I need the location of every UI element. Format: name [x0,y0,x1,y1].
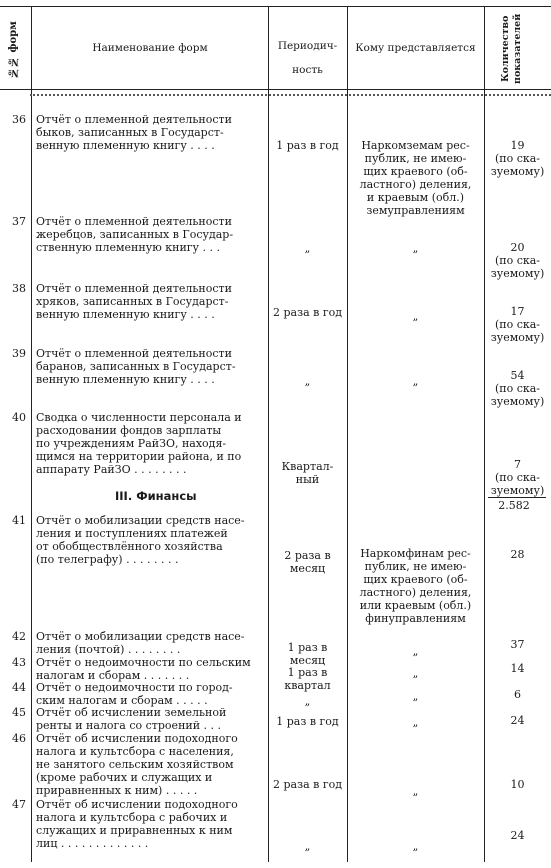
form-indicator-count: 6 [514,688,521,701]
form-indicator-count: 17 (по ска- зуемому) [490,305,545,344]
form-periodicity: „ [304,840,311,853]
continuation-dots [30,94,551,96]
header-bottom-rule [0,89,551,90]
form-indicator-count: 10 [510,778,525,791]
form-recipient: „ [412,310,419,323]
form-name: Отчёт об исчислении подоходного налога и культсбора с населения, не занятого сельским хозяйством (кроме рабочих и служащих и приравненных к ним) . . . . . [36,732,238,797]
column-rule [484,6,485,862]
form-name: Отчёт о племенной деятельности баранов, записанных в Государст- венную племенную книгу . . . . [36,347,236,386]
subtotal-rule [488,497,546,498]
form-number: 43 [12,656,26,669]
table-top-rule [0,6,551,7]
form-recipient: „ [412,716,419,729]
form-recipient: „ [412,840,419,853]
form-number: 39 [12,347,26,360]
form-recipient: „ [412,690,419,703]
form-name: Отчёт о недоимочности по город- ским налогам и сборам . . . . . [36,681,233,707]
header-periodicity: Периодич- ность [277,40,338,76]
form-periodicity: Квартал- ный [281,460,334,486]
form-periodicity: 1 раз в квартал [284,666,331,692]
form-indicator-count: 20 (по ска- зуемому) [490,241,545,280]
form-recipient: „ [412,242,419,255]
column-rule [31,6,32,862]
form-indicator-count: 7 (по ска- зуемому) [490,458,545,497]
form-number: 36 [12,113,26,126]
form-name: Отчёт о племенной деятельности хряков, записанных в Государст- венную племенную книгу . . . . [36,282,232,321]
form-recipient: Наркомземам рес- публик, не имею- щих краевого (об- ластного) деления, и краевым (обл.) земуправлениям [359,139,472,217]
form-number: 46 [12,732,26,745]
form-number: 38 [12,282,26,295]
form-number: 44 [12,681,26,694]
form-indicator-count: 24 [510,714,525,727]
form-number: 41 [12,514,26,527]
form-indicator-count: 24 [510,829,525,842]
header-recipient: Кому представляется [355,42,476,54]
form-number: 42 [12,630,26,643]
form-recipient: „ [412,375,419,388]
form-indicator-count: 28 [510,548,525,561]
form-indicator-count: 54 (по ска- зуемому) [490,369,545,408]
form-name: Отчёт о недоимочности по сельским налогам и сборам . . . . . . . [36,656,251,682]
form-periodicity: 2 раза в год [273,778,342,791]
header-form-name: Наименование форм [92,42,208,54]
form-periodicity: „ [304,242,311,255]
subtotal-value: 2.582 [498,499,530,512]
form-recipient: „ [412,785,419,798]
form-name: Отчёт о племенной деятельности жеребцов, записанных в Государ- ственную племенную книгу . . . [36,215,234,254]
column-rule [268,6,269,862]
form-periodicity: „ [304,695,311,708]
form-name: Сводка о численности персонала и расходовании фондов зарплаты по учреждениям РайЗО, находя- щимся на территории района, и по аппарату РайЗО . . . . . . . . [36,411,242,476]
section-heading: III. Финансы [115,489,197,503]
form-name: Отчёт о мобилизации средств насе- ления (почтой) . . . . . . . . [36,630,245,656]
form-name: Отчёт об исчислении земельной ренты и налога со строений . . . [36,706,227,732]
form-number: 47 [12,798,26,811]
header-indicator-count: Количество показателей [500,13,523,85]
form-indicator-count: 19 (по ска- зуемому) [490,139,545,178]
form-number: 40 [12,411,26,424]
form-recipient: „ [412,667,419,680]
header-form-number: №№ форм [8,21,19,79]
form-name: Отчёт об исчислении подоходного налога и культсбора с рабочих и служащих и приравненных к ним лиц . . . . . . . . . . . . . [36,798,238,850]
form-recipient: „ [412,645,419,658]
form-name: Отчёт о мобилизации средств насе- ления и поступлениях платежей от обобществлённого хозяйства (по телеграфу) . . . . . . . . [36,514,245,566]
form-periodicity: 1 раз в месяц [287,641,328,667]
form-number: 37 [12,215,26,228]
column-rule [347,6,348,862]
form-periodicity: 1 раз в год [276,715,339,728]
form-recipient: Наркомфинам рес- публик, не имею- щих краевого (об- ластного) деления, или краевым (обл.) финуправлениям [359,547,472,625]
form-name: Отчёт о племенной деятельности быков, записанных в Государст- венную племенную книгу . . . . [36,113,232,152]
form-indicator-count: 14 [510,662,525,675]
form-periodicity: 2 раза в год [273,306,342,319]
form-periodicity: 1 раз в год [276,139,339,152]
form-periodicity: 2 раза в месяц [284,549,331,575]
form-number: 45 [12,706,26,719]
form-indicator-count: 37 [510,638,525,651]
form-periodicity: „ [304,375,311,388]
